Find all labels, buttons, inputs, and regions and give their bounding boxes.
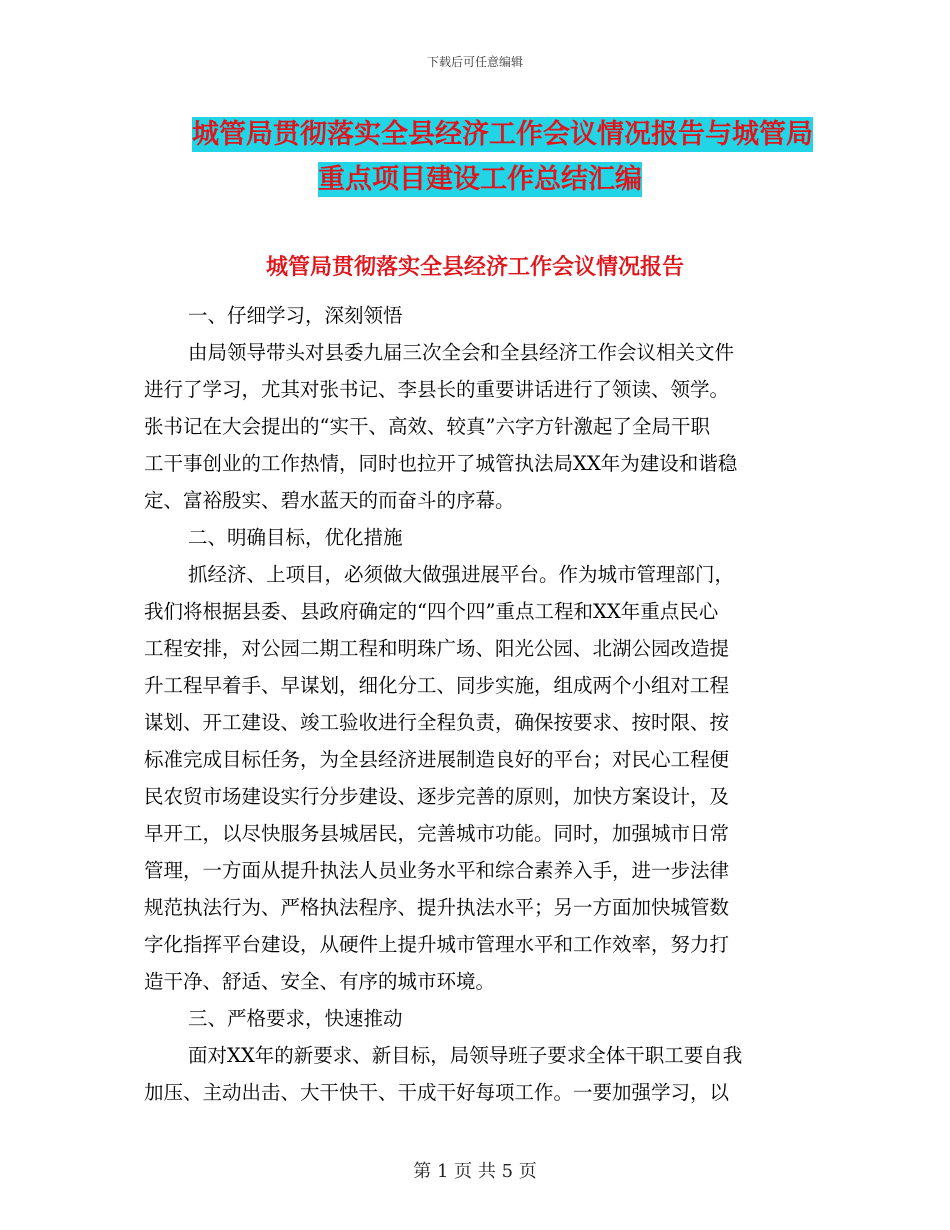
heading-2: 二、明确目标，优化措施 [188,526,403,549]
paragraph-line: 管理，一方面从提升执法人员业务水平和综合素养入手，进一步法律 [144,859,730,882]
paragraph-line: 民农贸市场建设实行分步建设、逐步完善的原则，加快方案设计，及 [144,785,730,808]
paragraph-line: 标准完成目标任务，为全县经济进展制造良好的平台；对民心工程便 [144,748,730,771]
paragraph-line: 规范执法行为、严格执法程序、提升执法水平；另一方面加快城管数 [144,896,730,919]
paragraph-line: 进行了学习，尤其对张书记、李县长的重要讲话进行了领读、领学。 [144,378,730,401]
paragraph-line: 面对XX年的新要求、新目标，局领导班子要求全体干职工要自我 [188,1044,743,1067]
section-title: 城管局贯彻落实全县经济工作会议情况报告 [265,255,684,280]
document-title-line-1: 城管局贯彻落实全县经济工作会议情况报告与城管局 [192,119,813,150]
paragraph-line: 早开工，以尽快服务县城居民，完善城市功能。同时，加强城市日常 [144,822,730,845]
paragraph-line: 工程安排，对公园二期工程和明珠广场、阳光公园、北湖公园改造提 [144,637,730,660]
paragraph-line: 加压、主动出击、大干快干、干成干好每项工作。一要加强学习，以 [144,1081,730,1104]
paragraph-line: 工干事创业的工作热情，同时也拉开了城管执法局XX年为建设和谐稳 [144,452,738,475]
paragraph-line: 张书记在大会提出的“实干、高效、较真”六字方针激起了全局干职 [144,415,710,438]
paragraph-line: 由局领导带头对县委九届三次全会和全县经济工作会议相关文件 [188,341,735,364]
paragraph-line: 抓经济、上项目，必须做大做强进展平台。作为城市管理部门， [188,563,735,586]
paragraph-line: 升工程早着手、早谋划，细化分工、同步实施，组成两个小组对工程 [144,674,730,697]
header-note: 下载后可任意编辑 [426,55,523,69]
paragraph-line: 字化指挥平台建设，从硬件上提升城市管理水平和工作效率，努力打 [144,933,730,956]
paragraph-line: 造干净、舒适、安全、有序的城市环境。 [144,970,496,993]
heading-1: 一、仔细学习，深刻领悟 [188,304,403,327]
paragraph-line: 谋划、开工建设、竣工验收进行全程负责，确保按要求、按时限、按 [144,711,730,734]
page-number-footer: 第 1 页 共 5 页 [413,1161,537,1182]
paragraph-line: 定、富裕殷实、碧水蓝天的而奋斗的序幕。 [144,489,515,512]
document-title-line-2: 重点项目建设工作总结汇编 [318,164,642,195]
paragraph-line: 我们将根据县委、县政府确定的“四个四”重点工程和XX年重点民心 [144,600,719,623]
heading-3: 三、严格要求，快速推动 [188,1007,403,1030]
